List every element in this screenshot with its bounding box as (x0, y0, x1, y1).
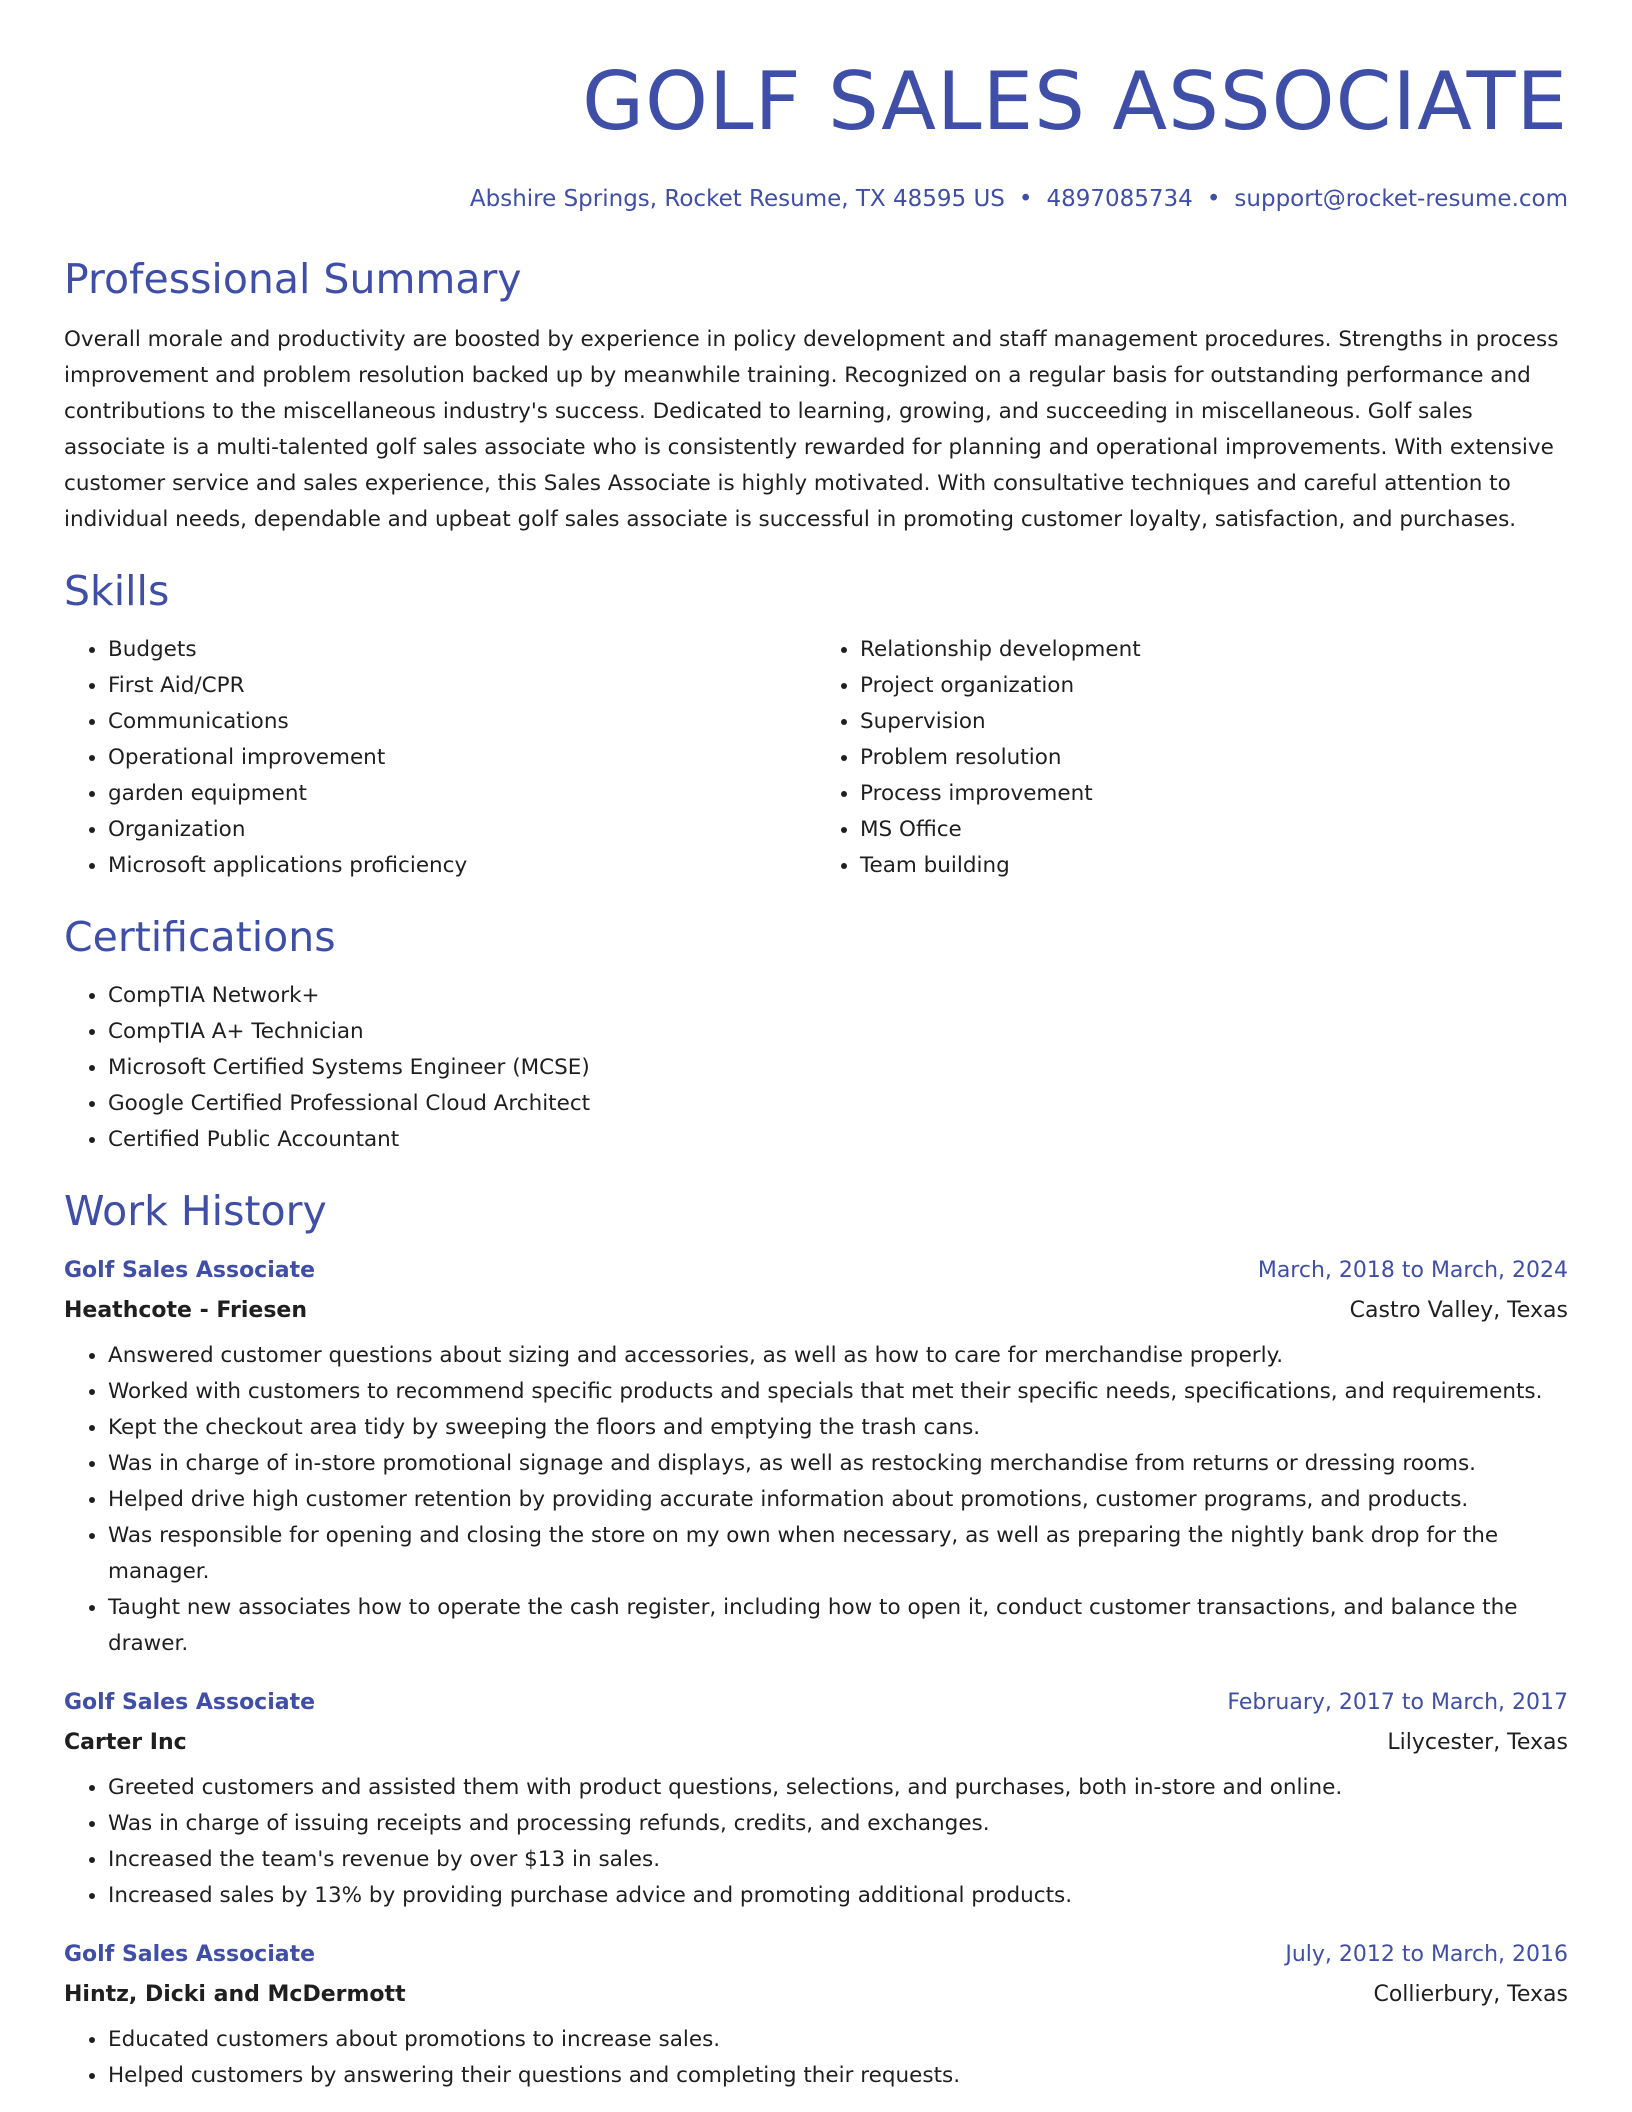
job-entry (64, 1940, 1568, 2094)
job-dates: July, 2012 to March, 2016 (1285, 1942, 1568, 1967)
job-role-row (64, 1688, 1568, 1718)
summary-heading: Professional Summary (64, 255, 522, 303)
skill-item: • Team building (860, 848, 1568, 884)
work-history-section (64, 1186, 1568, 2094)
skills-list-right (816, 632, 1568, 884)
skill-item: • Process improvement (860, 776, 1568, 812)
job-dates: March, 2018 to March, 2024 (1257, 1258, 1568, 1283)
skill-item: • First Aid/CPR (108, 668, 816, 704)
job-bullet: • Kept the checkout area tidy by sweeping the floors and emptying the trash cans. (108, 1410, 1568, 1446)
job-entry (64, 1688, 1568, 1914)
job-company: Carter Inc (64, 1730, 187, 1755)
certifications-section (64, 912, 1568, 1158)
skill-item: • Relationship development (860, 632, 1568, 668)
job-bullet: • Increased sales by 13% by providing purchase advice and promoting additional products. (108, 1878, 1568, 1914)
job-role: Golf Sales Associate (64, 1942, 316, 1967)
job-bullet: • Increased the team's revenue by over $13 in sales. (108, 1842, 1568, 1878)
summary-section (64, 254, 1568, 538)
contact-phone: 4897085734 (1046, 186, 1193, 212)
certification-item: • Microsoft Certified Systems Engineer (MCSE) (108, 1050, 1568, 1086)
job-location: Collierbury, Texas (1373, 1982, 1568, 2007)
skill-item: • Project organization (860, 668, 1568, 704)
skill-item: • Communications (108, 704, 816, 740)
skill-item: • Operational improvement (108, 740, 816, 776)
job-company-row (64, 1728, 1568, 1758)
skills-section (64, 566, 1568, 884)
job-location: Lilycester, Texas (1387, 1730, 1568, 1755)
contact-separator: • (1206, 186, 1221, 212)
resume-title: GOLF SALES ASSOCIATE (582, 55, 1568, 148)
job-bullet: • Answered customer questions about sizing and accessories, as well as how to care for merchandise properly. (108, 1338, 1568, 1374)
job-company: Heathcote - Friesen (64, 1298, 308, 1323)
job-role-row (64, 1940, 1568, 1970)
job-company: Hintz, Dicki and McDermott (64, 1982, 406, 2007)
certification-item: • CompTIA Network+ (108, 978, 1568, 1014)
skills-heading: Skills (64, 567, 170, 615)
resume-header (64, 0, 1568, 214)
job-bullet: • Was in charge of in-store promotional signage and displays, as well as restocking merchandise from returns or dressing rooms. (108, 1446, 1568, 1482)
skill-item: • Problem resolution (860, 740, 1568, 776)
job-bullets (64, 1338, 1568, 1662)
skill-item: • Organization (108, 812, 816, 848)
certifications-list (64, 978, 1568, 1158)
summary-text: Overall morale and productivity are boosted by experience in policy development and staff management procedures. Strengths in process improvement and problem resolution backed up by meanwhile training. Recognized on a regular basis for outstanding performance and contributions to the miscellaneous industry's success. Dedicated to learning, growing, and succeeding in miscellaneous. Golf sales associate is a multi-talented golf sales associate who is consistently rewarded for planning and operational improvements. With extensive customer service and sales experience, this Sales Associate is highly motivated. With consultative techniques and careful attention to individual needs, dependable and upbeat golf sales associate is successful in promoting customer loyalty, satisfaction, and purchases. (64, 327, 1559, 532)
skill-item: • Supervision (860, 704, 1568, 740)
certification-item: • Certified Public Accountant (108, 1122, 1568, 1158)
job-entry (64, 1256, 1568, 1662)
job-bullets (64, 1770, 1568, 1914)
skill-item: • Budgets (108, 632, 816, 668)
work-history-heading: Work History (64, 1187, 327, 1235)
job-company-row (64, 1296, 1568, 1326)
job-bullet: • Was in charge of issuing receipts and processing refunds, credits, and exchanges. (108, 1806, 1568, 1842)
contact-line (64, 184, 1568, 214)
job-bullet: • Educated customers about promotions to increase sales. (108, 2022, 1568, 2058)
certifications-heading: Certifications (64, 913, 336, 961)
contact-address: Abshire Springs, Rocket Resume, TX 48595 US (469, 186, 1005, 212)
job-location: Castro Valley, Texas (1349, 1298, 1568, 1323)
job-role: Golf Sales Associate (64, 1258, 316, 1283)
job-bullet: • Was responsible for opening and closing the store on my own when necessary, as well as preparing the nightly bank drop for the manager. (108, 1518, 1568, 1590)
job-bullet: • Helped customers by answering their questions and completing their requests. (108, 2058, 1568, 2094)
job-bullet: • Greeted customers and assisted them with product questions, selections, and purchases, both in-store and online. (108, 1770, 1568, 1806)
contact-separator: • (1018, 186, 1033, 212)
skills-grid (64, 632, 1568, 884)
contact-email[interactable]: support@rocket-resume.com (1234, 186, 1568, 212)
skill-item: • Microsoft applications proficiency (108, 848, 816, 884)
job-bullet: • Worked with customers to recommend specific products and specials that met their specific needs, specifications, and requirements. (108, 1374, 1568, 1410)
job-dates: February, 2017 to March, 2017 (1227, 1690, 1568, 1715)
job-bullet: • Taught new associates how to operate the cash register, including how to open it, conduct customer transactions, and balance the drawer. (108, 1590, 1568, 1662)
job-company-row (64, 1980, 1568, 2010)
certification-item: • CompTIA A+ Technician (108, 1014, 1568, 1050)
job-role: Golf Sales Associate (64, 1690, 316, 1715)
job-role-row (64, 1256, 1568, 1286)
skill-item: • garden equipment (108, 776, 816, 812)
certification-item: • Google Certified Professional Cloud Architect (108, 1086, 1568, 1122)
skill-item: • MS Office (860, 812, 1568, 848)
job-bullets (64, 2022, 1568, 2094)
job-bullet: • Helped drive high customer retention by providing accurate information about promotions, customer programs, and products. (108, 1482, 1568, 1518)
skills-list-left (64, 632, 816, 884)
